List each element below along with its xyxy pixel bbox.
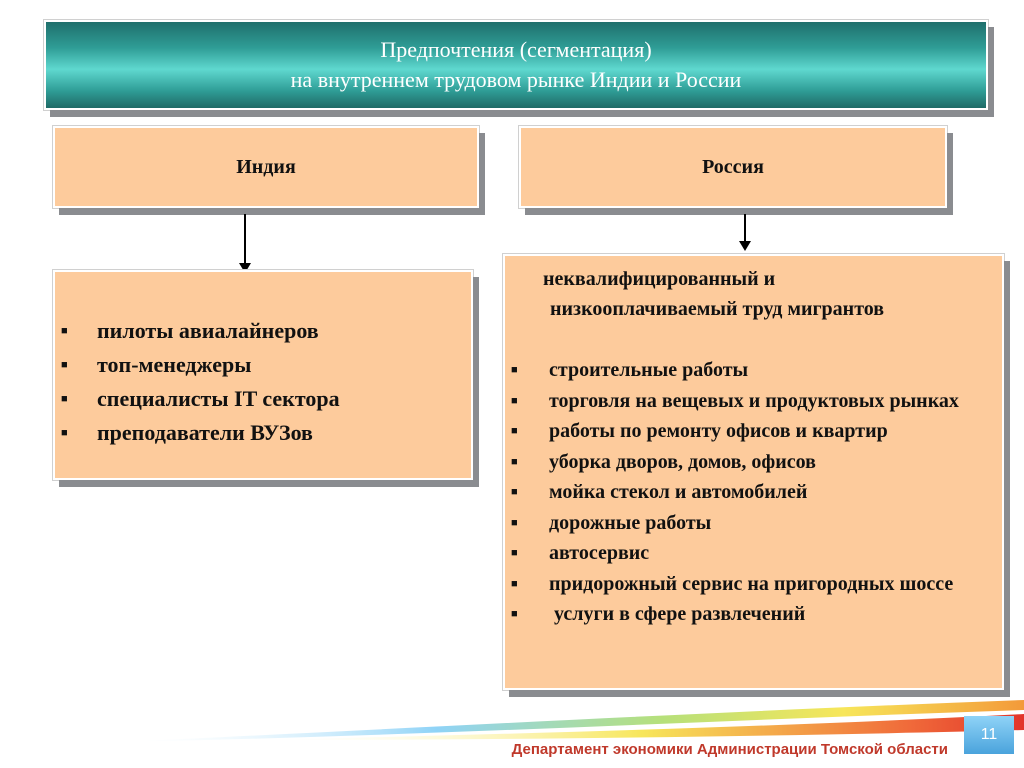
list-item: ■ преподаватели ВУЗов bbox=[55, 416, 340, 450]
list-item: ■ дорожные работы bbox=[505, 508, 1000, 539]
russia-intro-line1: неквалифицированный и bbox=[543, 268, 776, 290]
footer-department: Департамент экономики Администрации Томской области bbox=[511, 741, 948, 758]
list-item: ■ мойка стекол и автомобилей bbox=[505, 477, 1000, 508]
list-item: ■ автосервис bbox=[505, 538, 1000, 569]
square-bullet-icon: ■ bbox=[61, 325, 68, 337]
square-bullet-icon: ■ bbox=[511, 547, 518, 559]
india-list-box bbox=[53, 270, 473, 480]
list-item: ■ топ-менеджеры bbox=[55, 348, 340, 382]
down-arrow-icon bbox=[244, 214, 246, 264]
square-bullet-icon: ■ bbox=[511, 455, 518, 468]
list-item: ■ торговля на вещевых и продуктовых рынках bbox=[505, 386, 1000, 417]
list-item: ■ работы по ремонту офисов и квартир bbox=[505, 416, 1000, 447]
list-item: ■ специалисты IT сектора bbox=[55, 382, 340, 416]
page-number: 11 bbox=[964, 716, 1014, 754]
slide-title-line1: Предпочтения (сегментация) bbox=[380, 37, 652, 62]
list-item: ■ придорожный сервис на пригородных шоссе bbox=[505, 569, 1000, 600]
india-heading-box bbox=[53, 126, 479, 208]
russia-list bbox=[505, 355, 1000, 630]
russia-list-box bbox=[503, 254, 1004, 690]
square-bullet-icon: ■ bbox=[61, 393, 68, 405]
down-arrow-icon bbox=[744, 214, 746, 242]
square-bullet-icon: ■ bbox=[511, 486, 518, 498]
india-list bbox=[55, 314, 340, 450]
russia-intro bbox=[543, 264, 993, 324]
list-item: ■ уборка дворов, домов, офисов bbox=[505, 447, 1000, 478]
russia-heading-box bbox=[519, 126, 947, 208]
list-item: ■ строительные работы bbox=[505, 355, 1000, 386]
russia-heading: Россия bbox=[702, 155, 764, 178]
india-heading: Индия bbox=[236, 155, 296, 178]
square-bullet-icon: ■ bbox=[511, 425, 518, 437]
list-item: ■ услуги в сфере развлечений bbox=[505, 599, 1000, 630]
slide-title-line2: на внутреннем трудовом рынке Индии и России bbox=[290, 67, 742, 92]
square-bullet-icon: ■ bbox=[511, 577, 518, 590]
russia-intro-line2: низкооплачиваемый труд мигрантов bbox=[550, 298, 885, 320]
square-bullet-icon: ■ bbox=[511, 394, 518, 407]
slide-title bbox=[44, 20, 988, 110]
list-item: ■ пилоты авиалайнеров bbox=[55, 314, 340, 348]
square-bullet-icon: ■ bbox=[511, 608, 518, 620]
square-bullet-icon: ■ bbox=[61, 427, 68, 439]
square-bullet-icon: ■ bbox=[511, 516, 518, 529]
square-bullet-icon: ■ bbox=[511, 364, 518, 376]
square-bullet-icon: ■ bbox=[61, 359, 68, 371]
